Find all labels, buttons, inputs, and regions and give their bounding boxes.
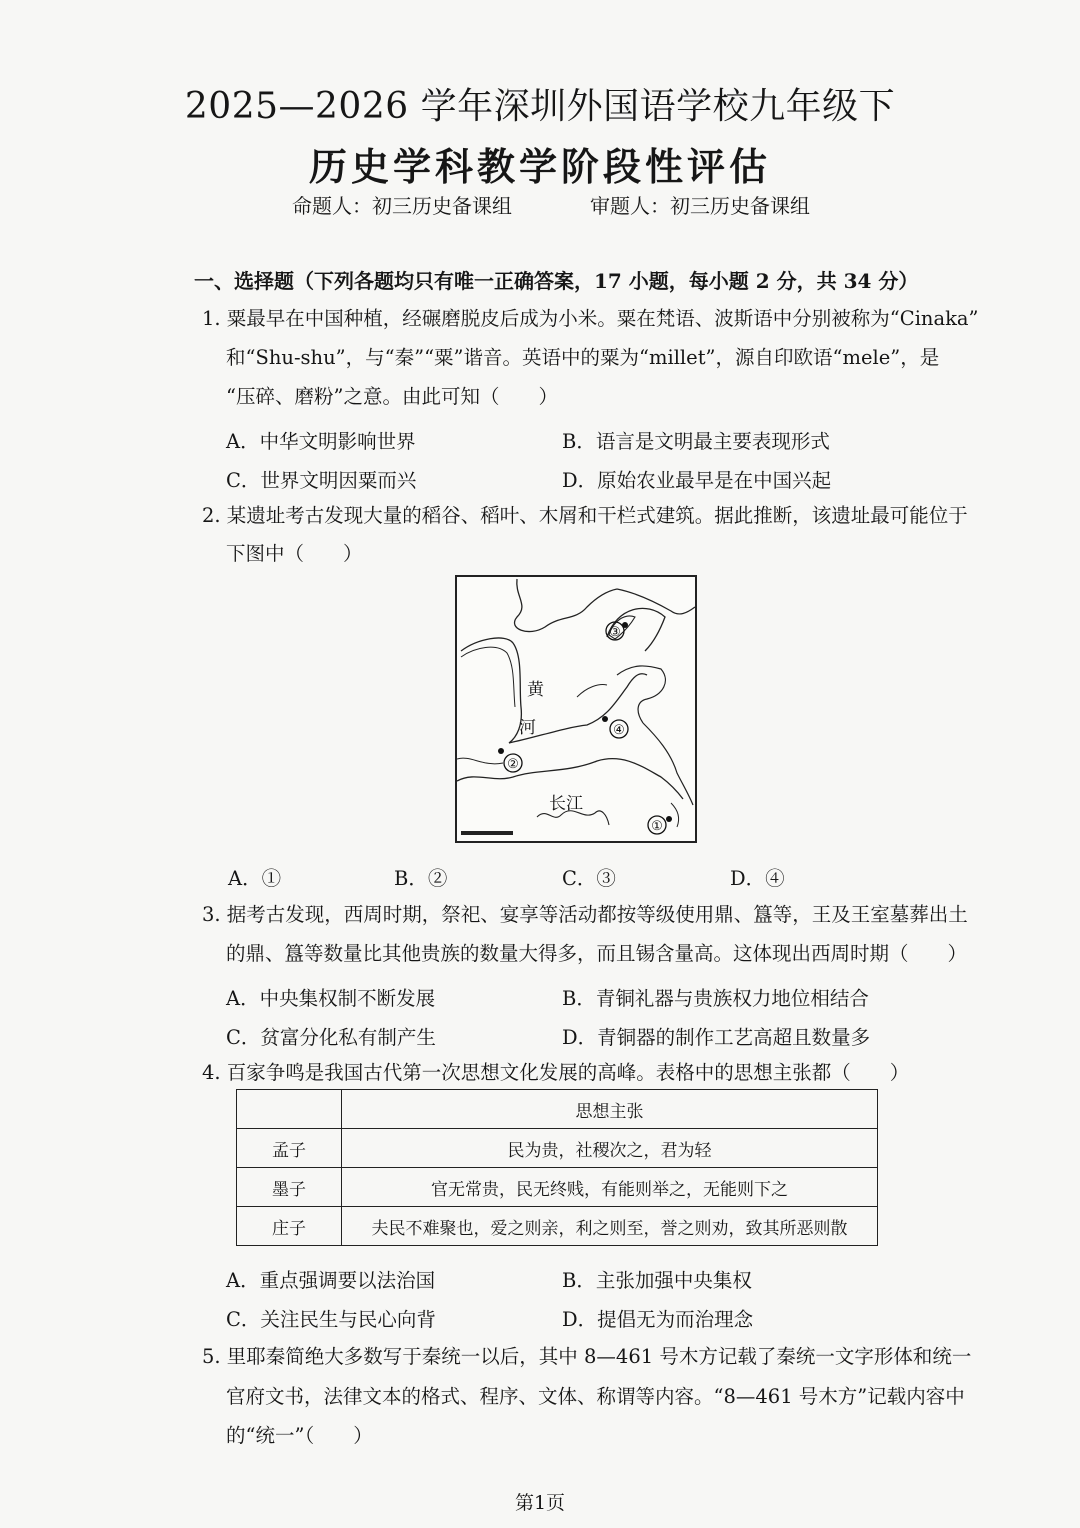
yangtze-river: [457, 759, 683, 799]
yellow-river-loop: [461, 638, 521, 743]
q1-line3: “压碎、磨粉”之意。由此可知（ ）: [226, 385, 558, 408]
marker-1: ①: [651, 819, 663, 834]
q1-option-d[interactable]: D．原始农业最早是在中国兴起: [562, 469, 832, 492]
q3-option-b[interactable]: B．青铜礼器与贵族权力地位相结合: [562, 987, 869, 1010]
q3-line2: 的鼎、簋等数量比其他贵族的数量大得多，而且锡含量高。这体现出西周时期（ ）: [226, 942, 968, 965]
page-number: 第1页: [514, 1492, 566, 1514]
river-west: [457, 758, 503, 764]
table-cell-idea: 夫民不难聚也，爱之则亲，利之则至，誉之则劝，致其所恶则散: [342, 1207, 878, 1246]
coastline-southeast: [671, 803, 679, 827]
exam-title: 2025—2026 学年深圳外国语学校九年级下: [184, 86, 896, 127]
site-dot-1: [666, 816, 672, 822]
table-header-idea: 思想主张: [342, 1090, 878, 1129]
q2-line2: 下图中（ ）: [226, 542, 363, 565]
q3-option-c[interactable]: C．贫富分化私有制产生: [226, 1026, 436, 1049]
table-row: [237, 1207, 878, 1246]
q2-option-c[interactable]: C．③: [562, 867, 616, 890]
q2-option-b[interactable]: B．②: [394, 867, 448, 890]
scale-bar: [461, 831, 513, 835]
reviewer: 审题人：初三历史备课组: [590, 194, 810, 218]
q2-line1: 2. 某遗址考古发现大量的稻谷、稻叶、木屑和干栏式建筑。据此推断，该遗址最可能位于: [202, 504, 968, 527]
table-header-row: [237, 1090, 878, 1129]
site-dot-2: [498, 748, 504, 754]
q3-option-a[interactable]: A．中央集权制不断发展: [226, 987, 436, 1010]
table-cell-name: 墨子: [237, 1168, 342, 1207]
q4-option-d[interactable]: D．提倡无为而治理念: [562, 1308, 754, 1331]
q2-option-d[interactable]: D．④: [730, 867, 785, 890]
coastline-northeast: [617, 589, 695, 614]
coastline-north: [514, 579, 617, 632]
river-branch: [577, 685, 607, 698]
author-line: [292, 190, 810, 219]
china-map: [455, 575, 697, 843]
marker-4: ④: [613, 723, 625, 738]
label-yangtze: 长江: [549, 794, 583, 814]
table-row: [237, 1129, 878, 1168]
q5-line1: 5. 里耶秦简绝大多数写于秦统一以后，其中 8—461 号木方记载了秦统一文字形体和统一: [202, 1345, 972, 1368]
q3-line1: 3. 据考古发现，西周时期，祭祀、宴享等活动都按等级使用鼎、簋等，王及王室墓葬出土: [202, 903, 968, 926]
site-dot-4: [602, 716, 608, 722]
marker-2: ②: [507, 757, 519, 772]
table-cell-name: 孟子: [237, 1129, 342, 1168]
section-heading: 一、选择题（下列各题均只有唯一正确答案，17 小题，每小题 2 分，共 34 分）: [194, 269, 919, 293]
q4-option-c[interactable]: C．关注民生与民心向背: [226, 1308, 436, 1331]
table-cell-idea: 民为贵，社稷次之，君为轻: [342, 1129, 878, 1168]
q4-option-a[interactable]: A．重点强调要以法治国: [226, 1269, 436, 1292]
yellow-river-inner: [461, 647, 515, 707]
q1-line1: 1. 粟最早在中国种植，经碾磨脱皮后成为小米。粟在梵语、波斯语中分别被称为“Cinaka”: [202, 307, 979, 330]
marker-3: ③: [609, 625, 621, 640]
q1-option-b[interactable]: B．语言是文明最主要表现形式: [562, 430, 830, 453]
label-huang: 黄: [527, 680, 544, 700]
q4-option-b[interactable]: B．主张加强中央集权: [562, 1269, 752, 1292]
table-cell-name: 庄子: [237, 1207, 342, 1246]
q5-line2: 官府文书，法律文本的格式、程序、文体、称谓等内容。“8—461 号木方”记载内容中: [226, 1385, 965, 1408]
q1-line2: 和“Shu-shu”，与“秦”“粟”谐音。英语中的粟为“millet”，源自印欧语“mele”，是: [226, 346, 940, 369]
table-header-empty: [237, 1090, 342, 1129]
subject-title: 历史学科教学阶段性评估: [308, 144, 771, 189]
q5-line3: 的“统一”（ ）: [226, 1424, 373, 1447]
q4-line1: 4. 百家争鸣是我国古代第一次思想文化发展的高峰。表格中的思想主张都（ ）: [202, 1061, 910, 1084]
q3-option-d[interactable]: D．青铜器的制作工艺高超且数量多: [562, 1026, 871, 1049]
q1-option-a[interactable]: A．中华文明影响世界: [226, 430, 416, 453]
table-row: [237, 1168, 878, 1207]
table-cell-idea: 官无常贵，民无终贱，有能则举之，无能则下之: [342, 1168, 878, 1207]
author: 命题人：初三历史备课组: [292, 194, 512, 218]
map-drawing: [457, 577, 695, 841]
q2-option-a[interactable]: A．①: [228, 867, 282, 890]
thought-table: [236, 1089, 878, 1246]
label-he: 河: [519, 718, 536, 738]
coastline-east: [643, 723, 693, 805]
q1-option-c[interactable]: C．世界文明因粟而兴: [226, 469, 417, 492]
